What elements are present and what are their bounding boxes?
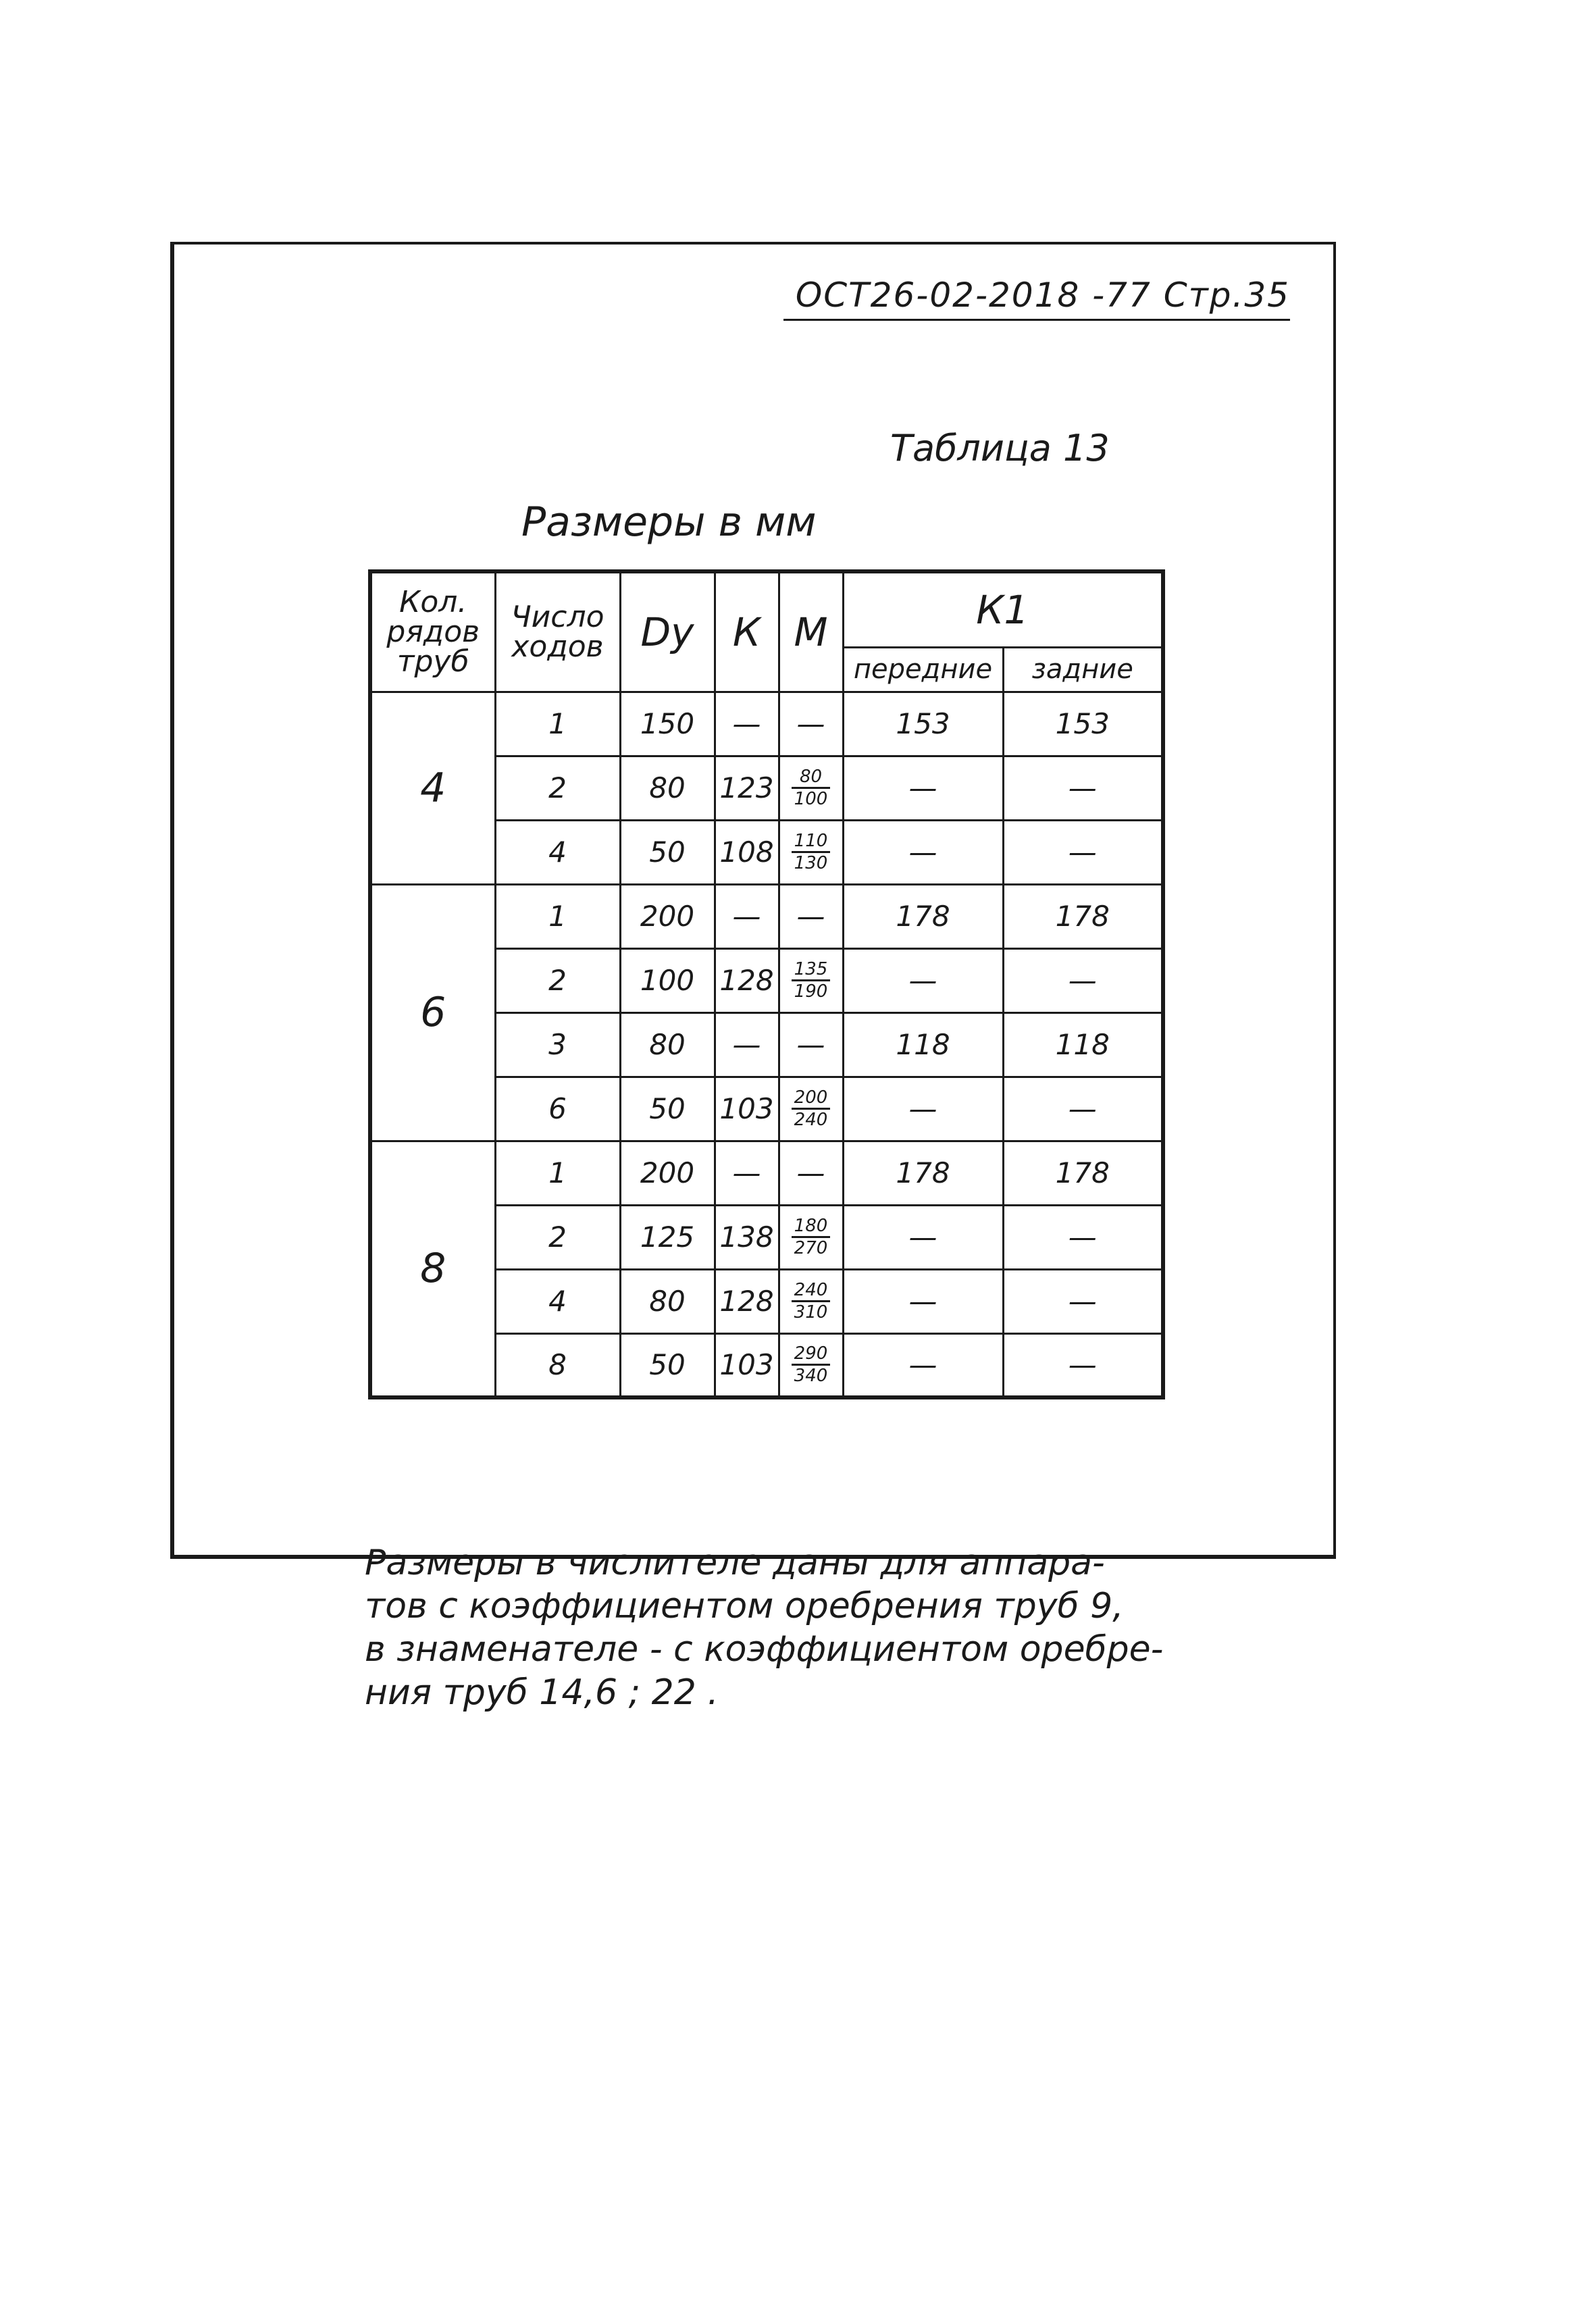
k1-front-cell: — bbox=[843, 756, 1003, 820]
dy-cell: 200 bbox=[620, 1141, 715, 1205]
units-caption: Размеры в мм bbox=[521, 498, 817, 546]
m-fraction bbox=[792, 1345, 831, 1385]
dy-cell: 80 bbox=[620, 1012, 715, 1077]
dy-cell: 50 bbox=[620, 1077, 715, 1141]
m-cell: — bbox=[779, 1141, 843, 1205]
passes-cell: 8 bbox=[495, 1333, 620, 1397]
k-cell: 128 bbox=[715, 948, 779, 1012]
k1-front-cell: — bbox=[843, 820, 1003, 884]
k1-front-cell: 178 bbox=[843, 1141, 1003, 1205]
passes-cell: 2 bbox=[495, 1205, 620, 1269]
passes-cell: 2 bbox=[495, 756, 620, 820]
m-fraction bbox=[792, 1089, 831, 1129]
table-row bbox=[370, 884, 1163, 948]
m-cell bbox=[779, 1269, 843, 1333]
m-cell: — bbox=[779, 1012, 843, 1077]
k-cell: 123 bbox=[715, 756, 779, 820]
m-cell: — bbox=[779, 692, 843, 756]
footnote-line: ния труб 14,6 ; 22 . bbox=[365, 1672, 719, 1713]
m-numerator: 290 bbox=[792, 1345, 831, 1366]
passes-cell: 6 bbox=[495, 1077, 620, 1141]
m-denominator: 270 bbox=[794, 1238, 828, 1258]
header-rows-count: Кол. рядов труб bbox=[370, 571, 495, 692]
m-fraction bbox=[792, 1281, 831, 1321]
m-numerator: 200 bbox=[792, 1089, 831, 1110]
m-cell bbox=[779, 1077, 843, 1141]
header-k: К bbox=[715, 571, 779, 692]
k-cell: — bbox=[715, 1012, 779, 1077]
k-cell: — bbox=[715, 884, 779, 948]
document-code-header: ОСТ26-02-2018 -77 Стр.35 bbox=[783, 276, 1290, 321]
dy-cell: 80 bbox=[620, 756, 715, 820]
passes-cell: 1 bbox=[495, 1141, 620, 1205]
k-cell: — bbox=[715, 692, 779, 756]
m-numerator: 110 bbox=[792, 832, 831, 853]
k1-rear-cell: — bbox=[1003, 1205, 1163, 1269]
k1-rear-cell: 118 bbox=[1003, 1012, 1163, 1077]
rows-count-cell: 8 bbox=[370, 1141, 495, 1397]
k1-front-cell: 153 bbox=[843, 692, 1003, 756]
k-cell: 128 bbox=[715, 1269, 779, 1333]
m-fraction bbox=[792, 768, 831, 808]
dy-cell: 50 bbox=[620, 820, 715, 884]
m-denominator: 310 bbox=[794, 1302, 828, 1322]
k1-rear-cell: — bbox=[1003, 1269, 1163, 1333]
m-cell bbox=[779, 756, 843, 820]
header-front: передние bbox=[843, 647, 1003, 692]
rows-count-cell: 6 bbox=[370, 884, 495, 1141]
dy-cell: 80 bbox=[620, 1269, 715, 1333]
k1-rear-cell: — bbox=[1003, 1077, 1163, 1141]
passes-cell: 2 bbox=[495, 948, 620, 1012]
k1-front-cell: — bbox=[843, 1269, 1003, 1333]
header-m: М bbox=[779, 571, 843, 692]
passes-cell: 1 bbox=[495, 884, 620, 948]
m-numerator: 240 bbox=[792, 1281, 831, 1302]
m-denominator: 100 bbox=[794, 789, 828, 809]
table-row bbox=[370, 1141, 1163, 1205]
m-denominator: 340 bbox=[794, 1366, 828, 1387]
m-fraction bbox=[792, 832, 831, 872]
header-passes: Число ходов bbox=[495, 571, 620, 692]
k-cell: — bbox=[715, 1141, 779, 1205]
k1-rear-cell: — bbox=[1003, 948, 1163, 1012]
passes-cell: 4 bbox=[495, 820, 620, 884]
footnote-line: тов с коэффициентом оребрения труб 9, bbox=[365, 1586, 1124, 1626]
footnote-line: Размеры в числителе даны для аппара- bbox=[365, 1543, 1105, 1583]
k1-rear-cell: 153 bbox=[1003, 692, 1163, 756]
passes-cell: 4 bbox=[495, 1269, 620, 1333]
rows-count-cell: 4 bbox=[370, 692, 495, 884]
m-denominator: 240 bbox=[794, 1110, 828, 1130]
k1-front-cell: — bbox=[843, 1077, 1003, 1141]
k1-rear-cell: — bbox=[1003, 756, 1163, 820]
table-number-label: Таблица 13 bbox=[890, 427, 1110, 469]
k1-front-cell: 178 bbox=[843, 884, 1003, 948]
m-cell bbox=[779, 1205, 843, 1269]
dy-cell: 125 bbox=[620, 1205, 715, 1269]
m-numerator: 180 bbox=[792, 1217, 831, 1238]
header-k1: К1 bbox=[843, 571, 1163, 647]
m-numerator: 80 bbox=[792, 768, 831, 789]
m-cell bbox=[779, 1333, 843, 1397]
m-fraction bbox=[792, 1217, 831, 1257]
k1-front-cell: — bbox=[843, 1205, 1003, 1269]
dy-cell: 50 bbox=[620, 1333, 715, 1397]
passes-cell: 3 bbox=[495, 1012, 620, 1077]
dy-cell: 100 bbox=[620, 948, 715, 1012]
k1-front-cell: — bbox=[843, 1333, 1003, 1397]
k-cell: 138 bbox=[715, 1205, 779, 1269]
m-numerator: 135 bbox=[792, 960, 831, 981]
m-denominator: 190 bbox=[794, 981, 828, 1002]
passes-cell: 1 bbox=[495, 692, 620, 756]
k1-rear-cell: 178 bbox=[1003, 884, 1163, 948]
dimensions-table bbox=[368, 569, 1165, 1399]
k-cell: 108 bbox=[715, 820, 779, 884]
m-cell bbox=[779, 948, 843, 1012]
header-rear: задние bbox=[1003, 647, 1163, 692]
m-denominator: 130 bbox=[794, 853, 828, 873]
dy-cell: 200 bbox=[620, 884, 715, 948]
k-cell: 103 bbox=[715, 1333, 779, 1397]
header-dy: Dу bbox=[620, 571, 715, 692]
table-body bbox=[370, 692, 1163, 1397]
footnote bbox=[365, 1541, 1324, 1714]
k1-rear-cell: — bbox=[1003, 1333, 1163, 1397]
k-cell: 103 bbox=[715, 1077, 779, 1141]
m-fraction bbox=[792, 960, 831, 1000]
k1-rear-cell: — bbox=[1003, 820, 1163, 884]
m-cell bbox=[779, 820, 843, 884]
k1-rear-cell: 178 bbox=[1003, 1141, 1163, 1205]
m-cell: — bbox=[779, 884, 843, 948]
dy-cell: 150 bbox=[620, 692, 715, 756]
k1-front-cell: 118 bbox=[843, 1012, 1003, 1077]
footnote-line: в знаменателе - с коэффициентом оребре- bbox=[365, 1629, 1164, 1670]
table-row bbox=[370, 692, 1163, 756]
k1-front-cell: — bbox=[843, 948, 1003, 1012]
